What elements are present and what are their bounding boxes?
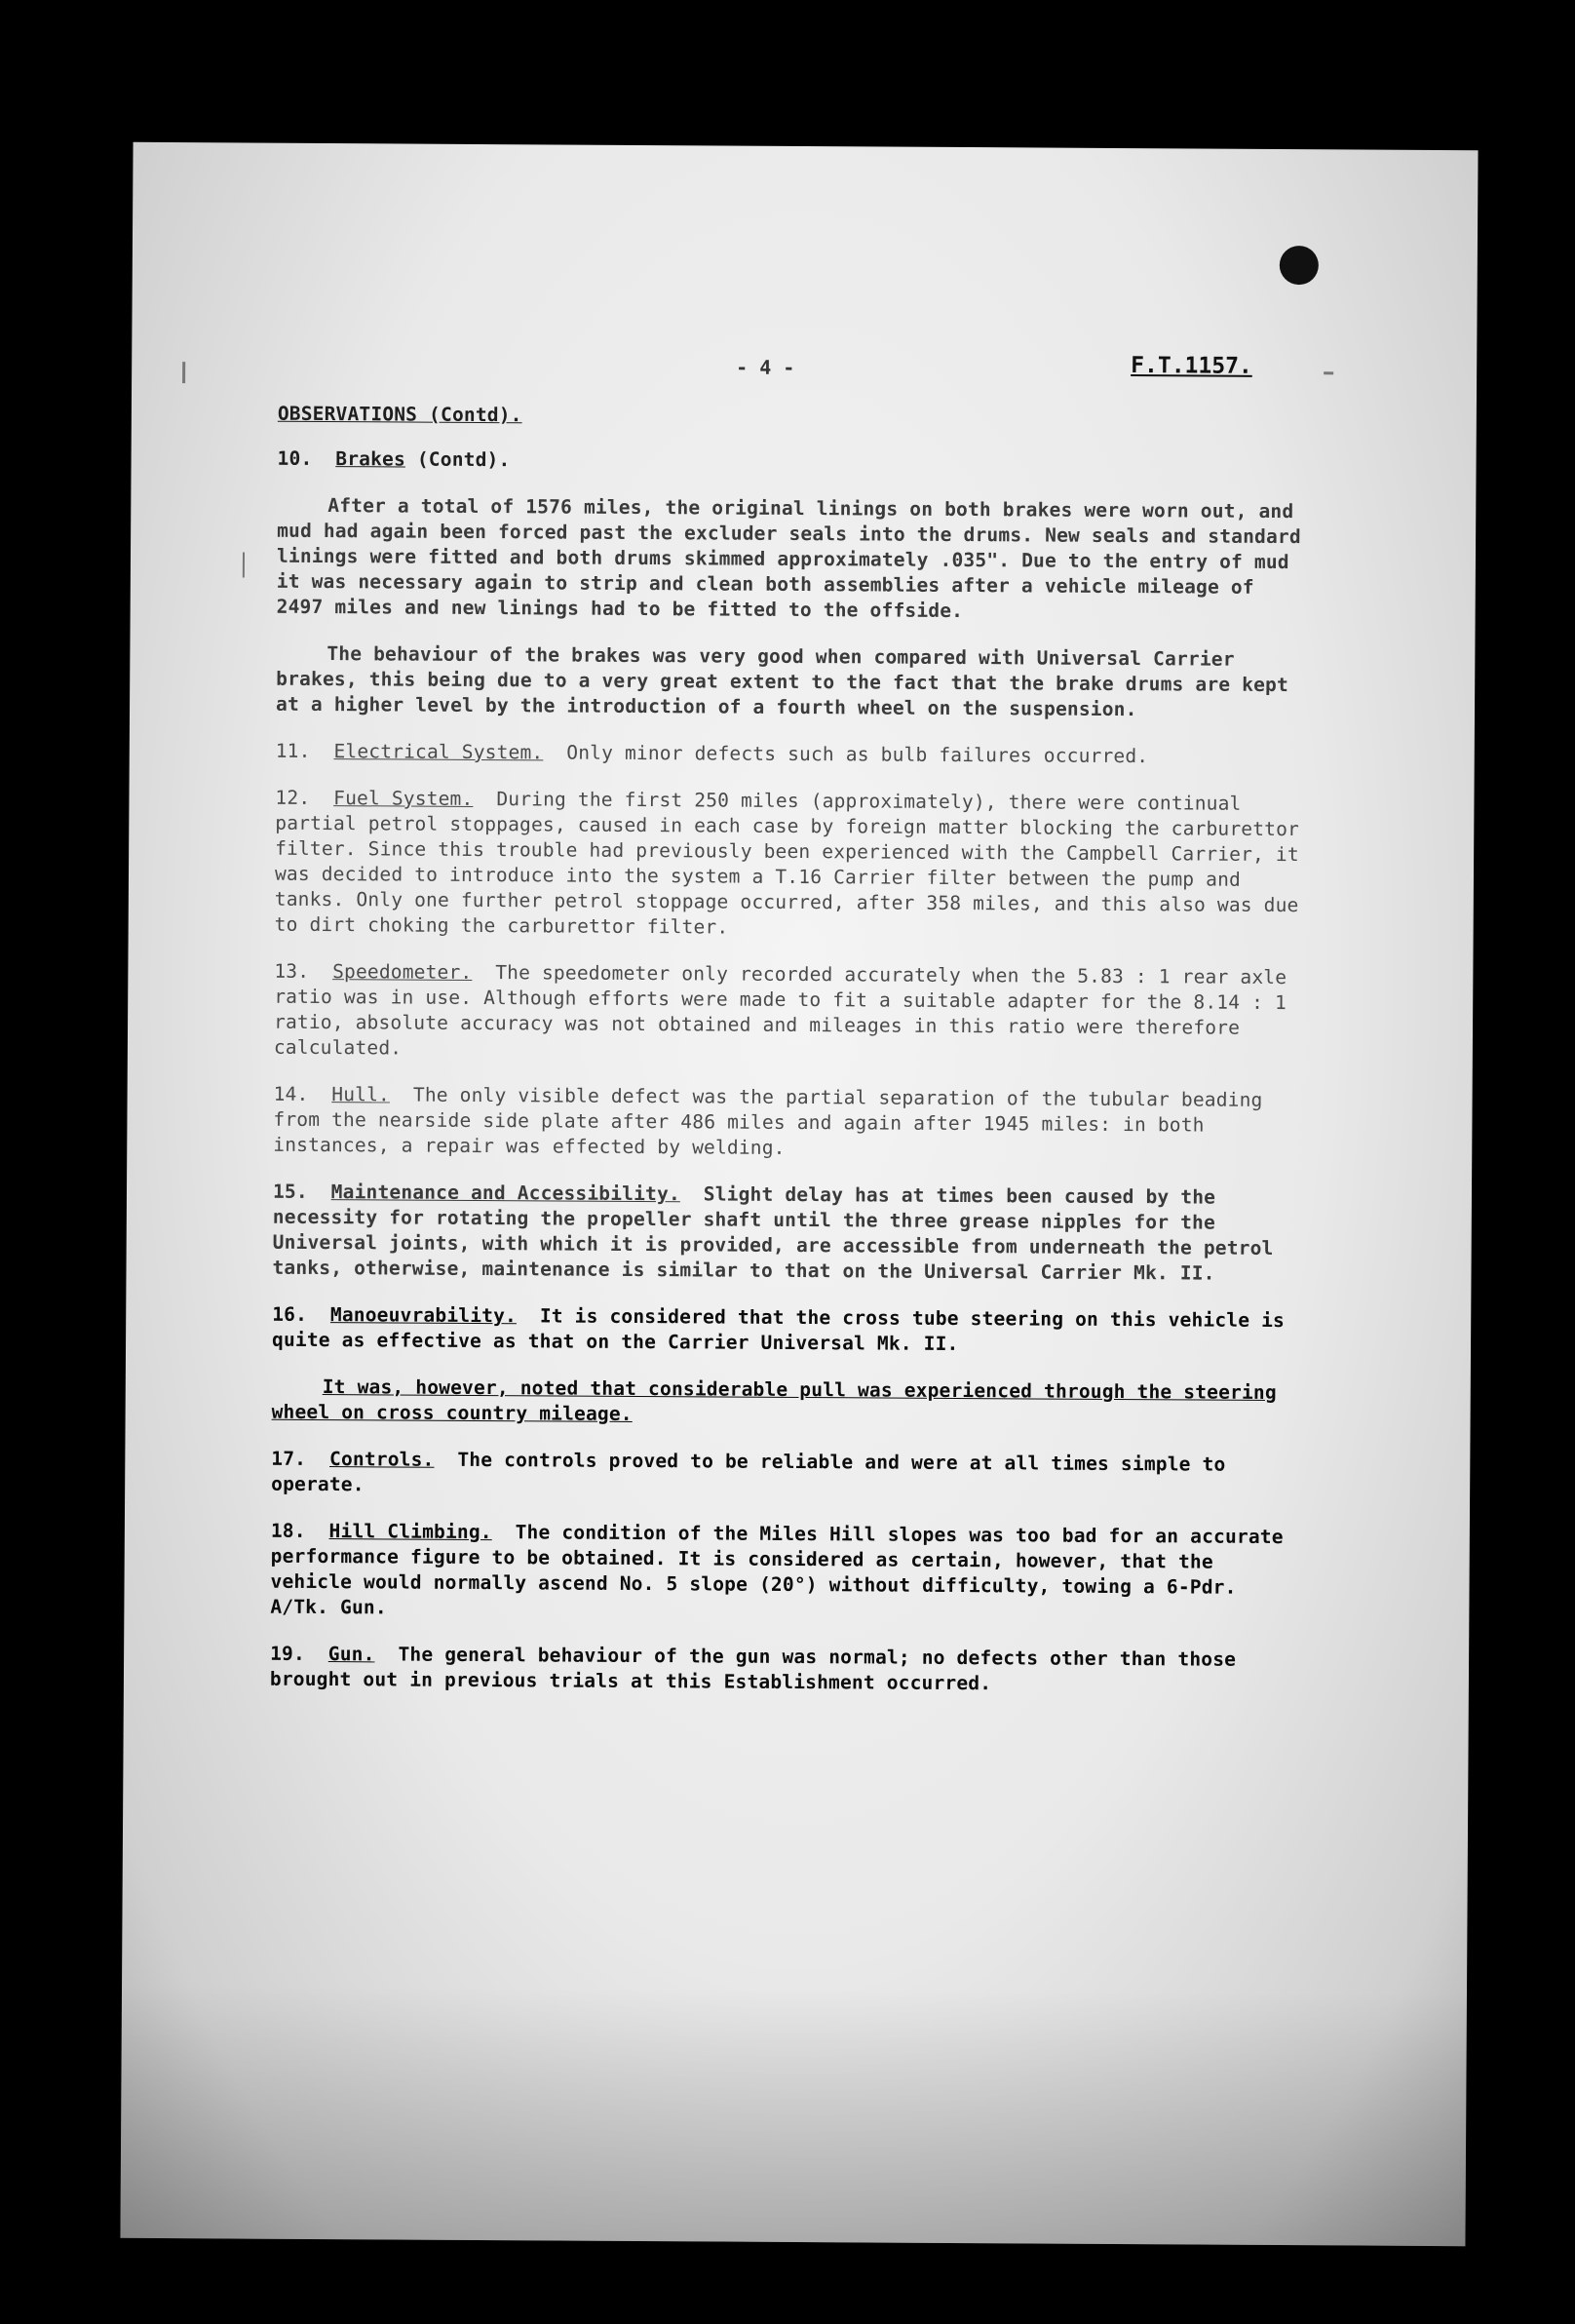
document-reference: F.T.1157. <box>1131 353 1252 379</box>
item-10-paragraph: The behaviour of the brakes was very good when compared with Universal Carrier brakes, this being due to a very great extent to the fact that the brake drums are kept at a higher level by the introduction of a fourth wheel on the suspension. <box>275 642 1289 721</box>
item-12: 12. Fuel System. During the first 250 miles (approximately), there were continual partial petrol stoppages, caused in each case by foreign matter blocking the carburettor filter. Since this trouble had previously been experienced with the Campbell Carrier, it was decided to introduce into the system a T.16 Carrier filter between the pump and tanks. Only one further petrol stoppage occurred, after 358 miles, and this also was due to dirt choking the carburettor filter. <box>274 786 1300 939</box>
item-11: 11. Electrical System. Only minor defects such as bulb failures occurred. <box>275 739 1149 768</box>
margin-mark <box>1324 371 1333 374</box>
item-title: Controls. <box>328 1448 435 1471</box>
section-heading <box>278 402 1311 433</box>
margin-mark <box>243 552 245 577</box>
item-title: Maintenance and Accessibility. <box>330 1181 680 1206</box>
margin-mark <box>182 362 185 383</box>
item-title: Hull. <box>331 1083 391 1106</box>
item-15: 15. Maintenance and Accessibility. Slight delay has at times been caused by the necessity for rotating the propeller shaft until the three grease nipples for the Universal joints, with which it is provided, are accessible from underneath the petrol tanks, otherwise, maintenance is similar to that on the Universal Carrier Mk. II. <box>272 1180 1274 1285</box>
item-title: Fuel System. <box>333 787 474 810</box>
document-page <box>120 142 1478 2246</box>
item-title: Speedometer. <box>332 960 473 984</box>
item-title: Brakes <box>335 447 406 471</box>
section-heading-text: OBSERVATIONS (Contd). <box>277 402 522 427</box>
item-19: 19. Gun. The general behaviour of the gun was normal; no defects other than those brought out in previous trials at this Establishment occurred. <box>269 1642 1237 1695</box>
punch-hole <box>1280 246 1319 285</box>
item-title: Gun. <box>327 1643 375 1666</box>
item-title: Electrical System. <box>333 740 544 764</box>
item-title: Hill Climbing. <box>328 1520 492 1544</box>
item-16: 16. Manoeuvrability. It is considered that the cross tube steering on this vehicle is quite as effective as that on the Carrier Universal Mk. II. <box>272 1302 1286 1356</box>
document-body <box>270 402 1311 1720</box>
item-14: 14. Hull. The only visible defect was the partial separation of the tubular beading from the nearside side plate after 486 miles and again after 1945 miles: in both instances, a repair was effected by welding. <box>273 1082 1263 1159</box>
item-16-paragraph: It was, however, noted that considerable pull was experienced through the steering wheel on cross country mileage. <box>271 1375 1277 1425</box>
item-17: 17. Controls. The controls proved to be reliable and were at all times simple to operate. <box>271 1447 1226 1496</box>
item-13: 13. Speedometer. The speedometer only recorded accurately when the 5.83 : 1 rear axle ratio was in use. Although efforts were made to fit a suitable adapter for the 8.14 : 1 ratio, absolute accuracy was not obtained and mileages in this ratio were therefore calculated. <box>273 959 1287 1060</box>
item-title: Manoeuvrability. <box>329 1303 518 1328</box>
item-18: 18. Hill Climbing. The condition of the Miles Hill slopes was too bad for an accurate performance figure to be obtained. It is considered as certain, however, that the vehicle would normally ascend No. 5 slope (20°) without difficulty, towing a 6-Pdr. A/Tk. Gun. <box>270 1519 1284 1619</box>
item-10-heading: 10. Brakes (Contd). <box>277 446 511 472</box>
page-number: - 4 - <box>736 355 795 379</box>
item-10-paragraph: After a total of 1576 miles, the original linings on both brakes were worn out, and mud had again been forced past the excluder seals into the drums. New seals and standard linings were fitted and both drums skimmed approximately .035". Due to the entry of mud it was necessary again to strip and clean both assemblies after a vehicle mileage of 2497 miles and new linings had to be fitted to the offside. <box>276 494 1301 623</box>
